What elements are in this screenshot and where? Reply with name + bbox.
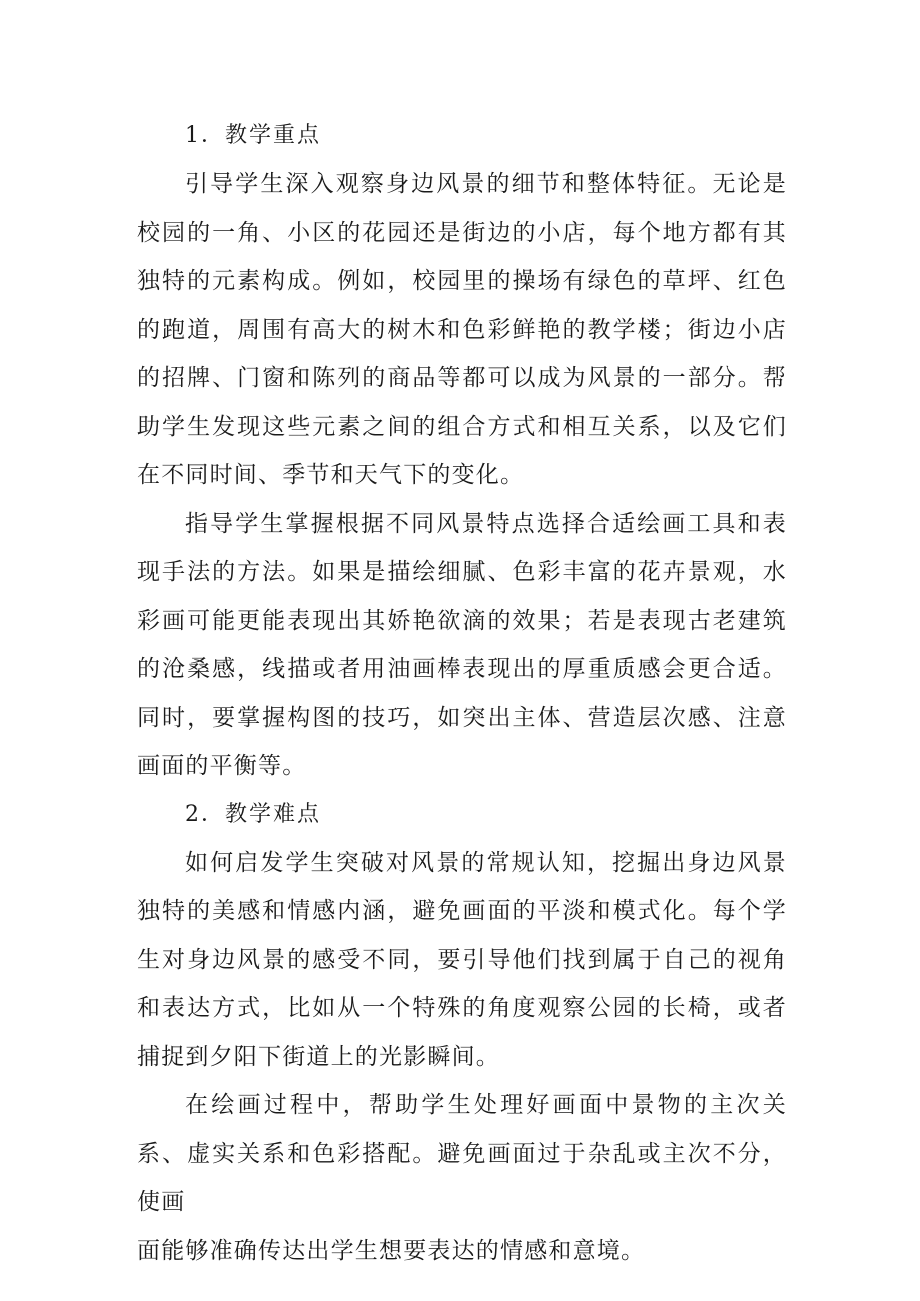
paragraph-techniques: 指导学生掌握根据不同风景特点选择合适绘画工具和表现手法的方法。如果是描绘细腻、色彩丰富的花卉景观，水彩画可能更能表现出其娇艳欲滴的效果；若是表现古老建筑的沧桑感，线描或者用油画棒表现出的厚重质感会更合适。同时，要掌握构图的技巧，如突出主体、营造层次感、注意画面的平衡等。 (137, 510, 787, 779)
paragraph-composition-line2: 面能够准确传达出学生想要表达的情感和意境。 (137, 1237, 646, 1264)
paragraph-observation: 引导学生深入观察身边风景的细节和整体特征。无论是校园的一角、小区的花园还是街边的小店，每个地方都有其独特的元素构成。例如，校园里的操场有绿色的草坪、红色的跑道，周围有高大的树木和色彩鲜艳的教学楼；街边小店的招牌、门窗和陈列的商品等都可以成为风景的一部分。帮助学生发现这些元素之间的组合方式和相互关系，以及它们在不同时间、季节和天气下的变化。 (137, 171, 787, 488)
section-heading-teaching-focus: 1．教学重点 (185, 123, 321, 148)
section-heading-teaching-difficulty: 2．教学难点 (185, 801, 321, 827)
paragraph-composition-line1: 在绘画过程中，帮助学生处理好画面中景物的主次关系、虚实关系和色彩搭配。避免画面过于杂乱或主次不分，使画 (137, 1092, 787, 1215)
document-page (137, 112, 787, 1275)
paragraph-composition (137, 1081, 787, 1275)
paragraph-perception: 如何启发学生突破对风景的常规认知，挖掘出身边风景独特的美感和情感内涵，避免画面的平淡和模式化。每个学生对身边风景的感受不同，要引导他们找到属于自己的视角和表达方式，比如从一个特殊的角度观察公园的长椅，或者捕捉到夕阳下街道上的光影瞬间。 (137, 849, 787, 1070)
